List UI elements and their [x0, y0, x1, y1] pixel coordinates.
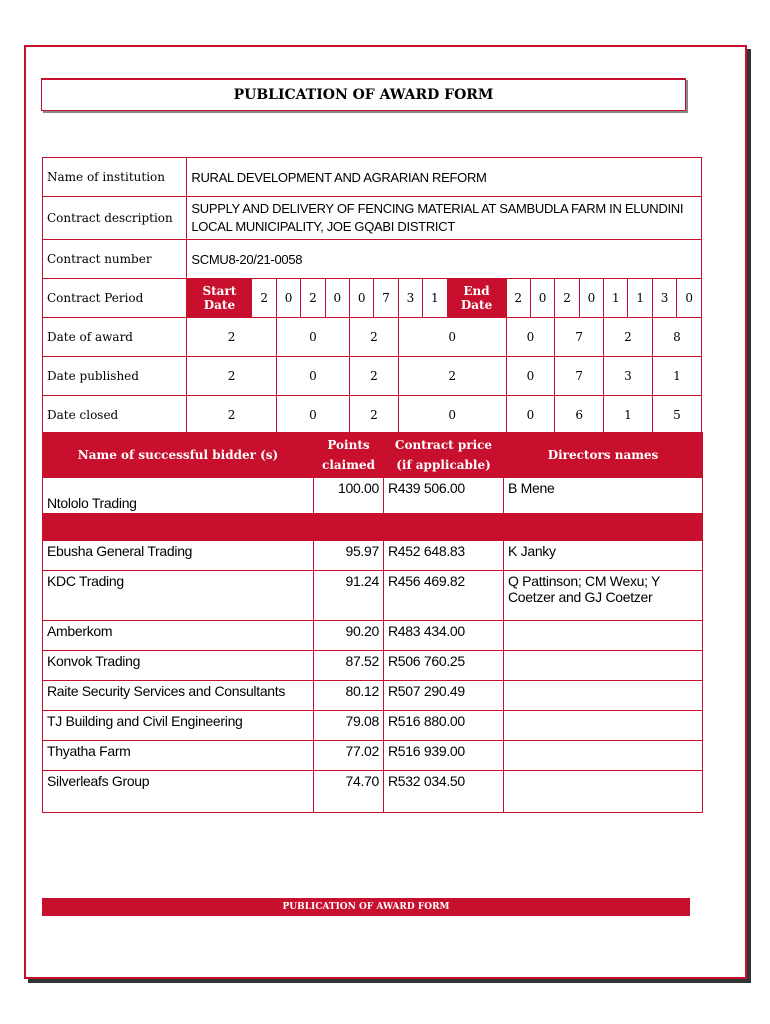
points-claimed: 100.00: [314, 478, 384, 514]
directors-names: [504, 741, 703, 771]
contract-price: R507 290.49: [384, 681, 504, 711]
bidder-name: Amberkom: [43, 621, 314, 651]
points-claimed: 77.02: [314, 741, 384, 771]
directors-header: Directors names: [504, 433, 703, 478]
date-of-award-digit: 0: [506, 318, 555, 357]
directors-names: [504, 711, 703, 741]
bidder-name: Raite Security Services and Consultants: [43, 681, 314, 711]
bidder-name: Konvok Trading: [43, 651, 314, 681]
date-of-award-digit: 2: [187, 318, 276, 357]
directors-names: K Janky: [504, 541, 703, 571]
bidders-header-row: [43, 433, 703, 478]
contract-number-label: Contract number: [43, 240, 187, 279]
date-closed-digit: 2: [187, 396, 276, 435]
date-published-digit: 7: [555, 357, 604, 396]
date-published-digit: 1: [652, 357, 701, 396]
date-closed-label: Date closed: [43, 396, 187, 435]
institution-row: [43, 158, 702, 197]
bid-row: [43, 681, 703, 711]
end-date-digit: 1: [628, 279, 652, 318]
contract-price: R483 434.00: [384, 621, 504, 651]
date-closed-digit: 1: [604, 396, 653, 435]
bid-row: [43, 651, 703, 681]
date-closed-digit: 5: [652, 396, 701, 435]
form-title: PUBLICATION OF AWARD FORM: [41, 78, 686, 111]
contract-description-row: [43, 197, 702, 240]
directors-names: [504, 621, 703, 651]
start-date-digit: 0: [325, 279, 349, 318]
bid-row: [43, 771, 703, 813]
date-of-award-digit: 0: [398, 318, 506, 357]
points-claimed: 90.20: [314, 621, 384, 651]
start-date-digit: 1: [423, 279, 447, 318]
contract-period-row: [43, 279, 702, 318]
date-published-digit: 2: [398, 357, 506, 396]
date-published-digit: 2: [187, 357, 276, 396]
end-date-digit: 0: [530, 279, 554, 318]
start-date-digit: 0: [276, 279, 300, 318]
bidder-name: Ntololo Trading: [43, 478, 314, 514]
separator-cell: [504, 514, 703, 541]
contract-info-table: [42, 157, 702, 435]
contract-price: R516 939.00: [384, 741, 504, 771]
contract-price: R506 760.25: [384, 651, 504, 681]
directors-names: [504, 681, 703, 711]
contract-price: R516 880.00: [384, 711, 504, 741]
end-date-digit: 0: [677, 279, 702, 318]
points-claimed: 87.52: [314, 651, 384, 681]
date-of-award-digit: 7: [555, 318, 604, 357]
date-published-digit: 0: [276, 357, 349, 396]
date-of-award-digit: 2: [350, 318, 399, 357]
points-claimed: 79.08: [314, 711, 384, 741]
date-of-award-label: Date of award: [43, 318, 187, 357]
bidder-name: TJ Building and Civil Engineering: [43, 711, 314, 741]
contract-number-value: SCMU8-20/21-0058: [187, 240, 702, 279]
bidder-name: KDC Trading: [43, 571, 314, 621]
date-closed-digit: 0: [506, 396, 555, 435]
bidders-table: [42, 432, 703, 813]
date-closed-row: [43, 396, 702, 435]
date-of-award-digit: 0: [276, 318, 349, 357]
separator-cell: [314, 514, 384, 541]
bidder-name: Ebusha General Trading: [43, 541, 314, 571]
end-date-digit: 2: [555, 279, 579, 318]
date-closed-digit: 2: [350, 396, 399, 435]
start-date-digit: 2: [301, 279, 325, 318]
end-date-digit: 1: [604, 279, 628, 318]
date-published-digit: 0: [506, 357, 555, 396]
separator-cell: [43, 514, 314, 541]
end-date-digit: 3: [652, 279, 676, 318]
institution-value: RURAL DEVELOPMENT AND AGRARIAN REFORM: [187, 158, 702, 197]
directors-names: [504, 651, 703, 681]
bid-row: [43, 711, 703, 741]
separator-cell: [384, 514, 504, 541]
bidder-name: Silverleafs Group: [43, 771, 314, 813]
date-of-award-digit: 8: [652, 318, 701, 357]
points-claimed: 91.24: [314, 571, 384, 621]
contract-description-label: Contract description: [43, 197, 187, 240]
date-of-award-digit: 2: [604, 318, 653, 357]
bidder-name-header: Name of successful bidder (s): [43, 433, 314, 478]
points-claimed: 74.70: [314, 771, 384, 813]
points-claimed: 95.97: [314, 541, 384, 571]
date-closed-digit: 0: [398, 396, 506, 435]
institution-label: Name of institution: [43, 158, 187, 197]
bidder-name: Thyatha Farm: [43, 741, 314, 771]
start-date-label: Start Date: [187, 279, 252, 318]
directors-names: [504, 771, 703, 813]
contract-number-row: [43, 240, 702, 279]
date-closed-digit: 0: [276, 396, 349, 435]
points-header: Points claimed: [314, 433, 384, 478]
end-date-digit: 2: [506, 279, 530, 318]
bid-row: [43, 541, 703, 571]
start-date-digit: 7: [374, 279, 398, 318]
end-date-digit: 0: [579, 279, 603, 318]
contract-period-label: Contract Period: [43, 279, 187, 318]
contract-price: R532 034.50: [384, 771, 504, 813]
contract-price: R456 469.82: [384, 571, 504, 621]
date-published-label: Date published: [43, 357, 187, 396]
date-published-digit: 2: [350, 357, 399, 396]
separator-row: [43, 514, 703, 541]
bid-row: [43, 741, 703, 771]
date-closed-digit: 6: [555, 396, 604, 435]
end-date-label: End Date: [447, 279, 506, 318]
contract-price: R452 648.83: [384, 541, 504, 571]
bid-row: [43, 571, 703, 621]
page-footer: PUBLICATION OF AWARD FORM: [42, 898, 690, 916]
directors-names: Q Pattinson; CM Wexu; Y Coetzer and GJ Coetzer: [504, 571, 703, 621]
bid-row: [43, 621, 703, 651]
contract-price: R439 506.00: [384, 478, 504, 514]
successful-bid-row: [43, 478, 703, 514]
start-date-digit: 0: [350, 279, 374, 318]
price-header: Contract price (if applicable): [384, 433, 504, 478]
start-date-digit: 2: [252, 279, 276, 318]
contract-description-value: SUPPLY AND DELIVERY OF FENCING MATERIAL AT SAMBUDLA FARM IN ELUNDINI LOCAL MUNICIPALITY, JOE GQABI DISTRICT: [187, 197, 702, 240]
date-published-digit: 3: [604, 357, 653, 396]
start-date-digit: 3: [398, 279, 422, 318]
directors-names: B Mene: [504, 478, 703, 514]
points-claimed: 80.12: [314, 681, 384, 711]
date-published-row: [43, 357, 702, 396]
date-of-award-row: [43, 318, 702, 357]
